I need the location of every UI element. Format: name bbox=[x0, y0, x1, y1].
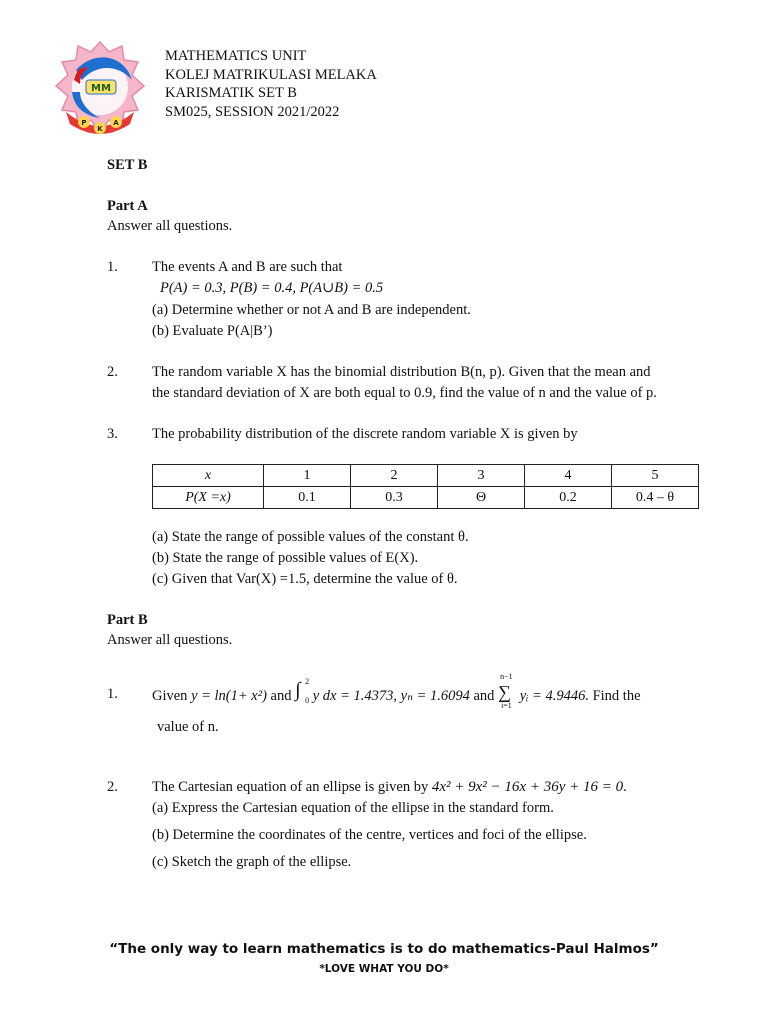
part-b-instruction: Answer all questions. bbox=[107, 632, 233, 648]
footer-quote: “The only way to learn mathematics is to do mathematics-Paul Halmos” bbox=[109, 941, 659, 957]
svg-text:P: P bbox=[81, 119, 87, 127]
kmm-logo bbox=[54, 40, 146, 136]
table-cell-p-1: 0.1 bbox=[264, 487, 351, 509]
b-q2-part-b: (b) Determine the coordinates of the centre, vertices and foci of the ellipse. bbox=[152, 827, 587, 843]
part-a-instruction: Answer all questions. bbox=[107, 218, 233, 234]
table-cell-x-4: 4 bbox=[525, 465, 612, 487]
document-header bbox=[165, 47, 377, 121]
formula-p-b: P(B) = 0.4, bbox=[229, 280, 296, 296]
table-cell-x-3: 3 bbox=[438, 465, 525, 487]
table-cell-p-2: 0.3 bbox=[351, 487, 438, 509]
b-q1-and-1: and bbox=[270, 688, 292, 704]
integral-symbol: ∫ 2 0 bbox=[295, 677, 310, 705]
b-q1-given: Given bbox=[152, 688, 188, 704]
a-q3-part-b: (b) State the range of possible values of E(X). bbox=[152, 550, 419, 566]
b-q1-yn: yₙ = 1.6094 bbox=[400, 688, 470, 704]
b-q1-and-2: and bbox=[473, 688, 495, 704]
a-q1-number: 1. bbox=[107, 259, 118, 275]
set-title: SET B bbox=[107, 157, 148, 173]
probability-table bbox=[152, 464, 699, 509]
table-cell-p-3: Θ bbox=[438, 487, 525, 509]
table-header-p: P(X =x) bbox=[153, 487, 264, 509]
b-q2-intro-line: The Cartesian equation of an ellipse is given by 4x² + 9x² − 16x + 36y + 16 = 0. bbox=[152, 779, 627, 795]
a-q1-part-a: (a) Determine whether or not A and B are independent. bbox=[152, 302, 471, 318]
part-a-title: Part A bbox=[107, 198, 148, 214]
b-q2-part-c: (c) Sketch the graph of the ellipse. bbox=[152, 854, 352, 870]
a-q2-line-1: The random variable X has the binomial distribution B(n, p). Given that the mean and bbox=[152, 364, 651, 380]
b-q1-integral-text: y dx = 1.4373, bbox=[312, 688, 398, 704]
svg-text:A: A bbox=[113, 119, 119, 127]
table-cell-p-4: 0.2 bbox=[525, 487, 612, 509]
svg-text:MM: MM bbox=[91, 83, 111, 94]
sum-symbol: ∑ n−1 i=1 bbox=[498, 672, 513, 710]
ellipse-equation: 4x² + 9x² − 16x + 36y + 16 = 0 bbox=[431, 779, 624, 795]
header-line-3: KARISMATIK SET B bbox=[165, 85, 297, 101]
b-q1-find: Find the bbox=[592, 688, 641, 704]
b-q2-number: 2. bbox=[107, 779, 118, 795]
formula-p-a: P(A) = 0.3, bbox=[160, 280, 227, 296]
b-q1-line-1 bbox=[152, 672, 641, 710]
table-row-x bbox=[153, 465, 699, 487]
sum-upper: n−1 bbox=[500, 672, 513, 681]
b-q2-intro: The Cartesian equation of an ellipse is given by bbox=[152, 779, 429, 795]
a-q1-intro: The events A and B are such that bbox=[152, 259, 343, 275]
table-header-x: x bbox=[153, 465, 264, 487]
header-line-2: KOLEJ MATRIKULASI MELAKA bbox=[165, 66, 377, 83]
a-q1-formula bbox=[160, 280, 383, 297]
table-cell-x-1: 1 bbox=[264, 465, 351, 487]
b-q1-y-def: y = ln(1+ x²) bbox=[191, 688, 267, 704]
b-q2-part-a: (a) Express the Cartesian equation of the ellipse in the standard form. bbox=[152, 800, 554, 816]
sum-lower: i=1 bbox=[501, 701, 512, 710]
table-cell-p-5: 0.4 – θ bbox=[612, 487, 699, 509]
table-cell-x-5: 5 bbox=[612, 465, 699, 487]
header-line-1: MATHEMATICS UNIT bbox=[165, 48, 307, 64]
table-row-p bbox=[153, 487, 699, 509]
a-q3-number: 3. bbox=[107, 426, 118, 442]
a-q2-line-2: the standard deviation of X are both equal to 0.9, find the value of n and the value of p. bbox=[152, 385, 657, 401]
b-q1-line-2: value of n. bbox=[157, 719, 219, 735]
integral-upper: 2 bbox=[305, 677, 310, 686]
integral-lower: 0 bbox=[305, 696, 310, 705]
svg-text:K: K bbox=[97, 125, 103, 133]
b-q1-sum-text: yᵢ = 4.9446. bbox=[519, 688, 589, 704]
part-b-title: Part B bbox=[107, 612, 148, 628]
header-line-4: SM025, SESSION 2021/2022 bbox=[165, 103, 340, 120]
footer-tagline: *LOVE WHAT YOU DO* bbox=[319, 963, 449, 975]
a-q3-part-c: (c) Given that Var(X) =1.5, determine the value of θ. bbox=[152, 571, 458, 587]
a-q3-intro: The probability distribution of the discrete random variable X is given by bbox=[152, 426, 578, 442]
a-q3-part-a: (a) State the range of possible values of the constant θ. bbox=[152, 529, 469, 545]
formula-p-union: P(A∪B) = 0.5 bbox=[299, 280, 384, 296]
a-q2-number: 2. bbox=[107, 364, 118, 380]
b-q1-number: 1. bbox=[107, 686, 118, 702]
a-q1-part-b: (b) Evaluate P(A|B’) bbox=[152, 323, 273, 339]
table-cell-x-2: 2 bbox=[351, 465, 438, 487]
